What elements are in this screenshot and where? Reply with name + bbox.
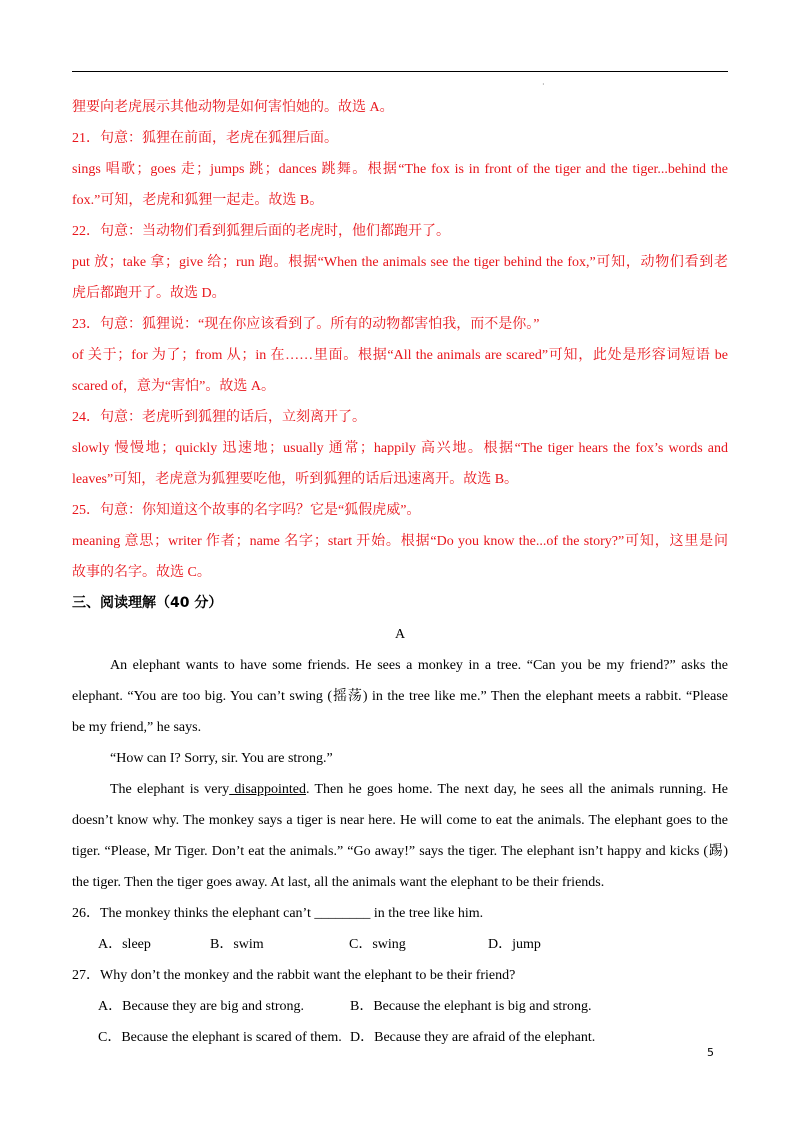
explanation-line: put 放；take 拿；give 给；run 跑。根据“When the animals see the tiger behind the fox,”可知，动物们看到老 bbox=[72, 255, 728, 270]
option-d: D．jump bbox=[488, 937, 541, 952]
question-stem: 27．Why don’t the monkey and the rabbit want the elephant to be their friend? bbox=[72, 968, 516, 983]
question-options bbox=[72, 1022, 728, 1053]
header-mark: · bbox=[542, 80, 545, 89]
explanation-line: 21．句意：狐狸在前面，老虎在狐狸后面。 bbox=[72, 131, 338, 146]
explanation-line: sings 唱歌；goes 走；jumps 跳；dances 跳舞。根据“The fox is in front of the tiger and the tiger...behind the bbox=[72, 162, 728, 177]
passage-line: be my friend,” he says. bbox=[72, 720, 202, 735]
option-d: D．Because they are afraid of the elephant. bbox=[350, 1030, 596, 1045]
explanation-line: leaves”可知，老虎意为狐狸要吃他，听到狐狸的话后迅速离开。故选 B。 bbox=[72, 472, 519, 487]
passage-line: elephant. “You are too big. You can’t swing (摇荡) in the tree like me.” Then the elephant meets a rabbit. “Please bbox=[72, 689, 728, 704]
option-c: C．swing bbox=[349, 937, 406, 952]
explanation-line: meaning 意思；writer 作者；name 名字；start 开始。根据“Do you know the...of the story?”可知，这里是问 bbox=[72, 534, 728, 549]
explanation-line: 24．句意：老虎听到狐狸的话后，立刻离开了。 bbox=[72, 410, 366, 425]
option-b: B．swim bbox=[210, 937, 264, 952]
explanation-line: fox.”可知，老虎和狐狸一起走。故选 B。 bbox=[72, 193, 324, 208]
passage-line: An elephant wants to have some friends. He sees a monkey in a tree. “Can you be my friend?” asks the bbox=[110, 658, 728, 673]
question-options bbox=[72, 991, 728, 1022]
explanation-line: slowly 慢慢地；quickly 迅速地；usually 通常；happily 高兴地。根据“The tiger hears the fox’s words and bbox=[72, 441, 728, 456]
passage-label: A bbox=[394, 627, 406, 642]
explanation-line: 虎后都跑开了。故选 D。 bbox=[72, 286, 226, 301]
explanation-line: of 关于；for 为了；from 从；in 在……里面。根据“All the animals are scared”可知，此处是形容词短语 be bbox=[72, 348, 728, 363]
option-b: B．Because the elephant is big and strong. bbox=[350, 999, 592, 1014]
page-number: 5 bbox=[707, 1046, 714, 1059]
passage-text: . Then he goes home. The next day, he sees all the animals running. He bbox=[305, 782, 729, 797]
explanation-line: 23．句意：狐狸说：“现在你应该看到了。所有的动物都害怕我，而不是你。” bbox=[72, 317, 540, 332]
option-a: A．sleep bbox=[98, 937, 151, 952]
passage-line: doesn’t know why. The monkey says a tiger is near here. He will come to eat the animals. The elephant goes to the bbox=[72, 813, 728, 828]
header-rule bbox=[72, 71, 728, 72]
option-c: C．Because the elephant is scared of them. bbox=[98, 1030, 342, 1045]
explanation-line: 狸要向老虎展示其他动物是如何害怕她的。故选 A。 bbox=[72, 100, 394, 115]
passage-line bbox=[72, 774, 728, 805]
underlined-word: disappointed bbox=[229, 782, 306, 797]
page-content bbox=[72, 92, 728, 1053]
explanation-line: 故事的名字。故选 C。 bbox=[72, 565, 211, 580]
passage-line: tiger. “Please, Mr Tiger. Don’t eat the animals.” “Go away!” says the tiger. The elephant isn’t happy and kicks (踢) bbox=[72, 844, 728, 859]
passage-line: “How can I? Sorry, sir. You are strong.” bbox=[110, 751, 333, 766]
question-options bbox=[72, 929, 728, 960]
passage-text: The elephant is very bbox=[110, 782, 230, 797]
explanation-line: 25．句意：你知道这个故事的名字吗？它是“狐假虎威”。 bbox=[72, 503, 421, 518]
option-a: A．Because they are big and strong. bbox=[98, 999, 305, 1014]
section-title: 三、阅读理解（40 分） bbox=[72, 595, 223, 611]
explanation-line: 22．句意：当动物们看到狐狸后面的老虎时，他们都跑开了。 bbox=[72, 224, 450, 239]
explanation-line: scared of，意为“害怕”。故选 A。 bbox=[72, 379, 275, 394]
passage-line: the tiger. Then the tiger goes away. At last, all the animals want the elephant to be their friends. bbox=[72, 875, 605, 890]
question-stem: 26．The monkey thinks the elephant can’t ________ in the tree like him. bbox=[72, 906, 484, 921]
